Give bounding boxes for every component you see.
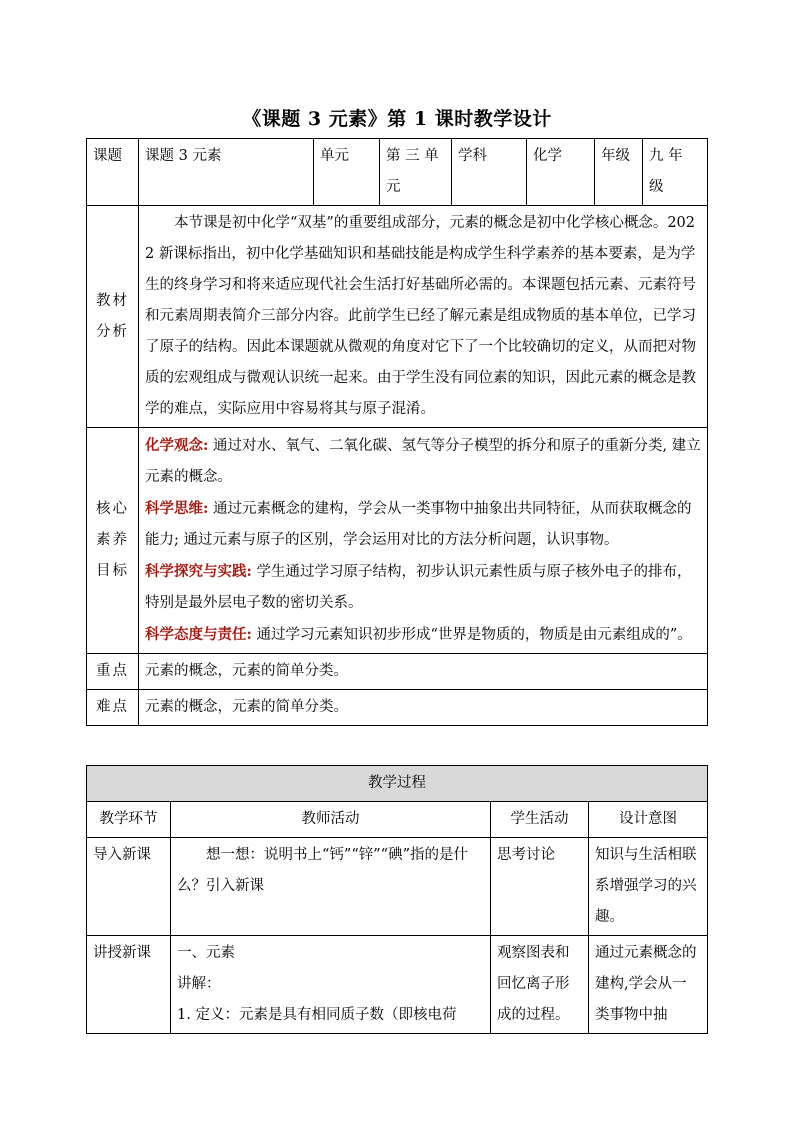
core-literacy-row bbox=[87, 428, 708, 654]
textbook-analysis-text: 本节课是初中化学“双基”的重要组成部分，元素的概念是初中化学核心概念。2022 新课标指出，初中化学基础知识和基础技能是构成学生科学素养的基本要素，是为学生的终身学习和将来适应现代社会生活打好基础所必需的。本课题包括元素、元素符号和元素周期表简介三部分内容。此前学生已经了解元素是组成物质的基本单位，已学习了原子的结构。因此本课题就从微观的角度对它下了一个比较确切的定义，从而把对物质的宏观组成与微观认识统一起来。由于学生没有同位素的知识，因此元素的概念是教学的难点，实际应用中容易将其与原子混淆。 bbox=[139, 206, 708, 428]
difficult-point-label: 难点 bbox=[87, 690, 139, 726]
stage-cell: 导入新课 bbox=[87, 838, 171, 936]
literacy-item bbox=[145, 619, 701, 651]
student-activity-cell: 观察图表和回忆离子形成的过程。 bbox=[491, 936, 589, 1034]
key-point-label: 重点 bbox=[87, 654, 139, 690]
process-heading: 教学过程 bbox=[87, 766, 708, 802]
header-intent: 设计意图 bbox=[589, 802, 708, 838]
literacy-key: 科学态度与责任: bbox=[145, 626, 252, 643]
teacher-activity-cell: 想一想：说明书上“钙”“锌”“碘”指的是什么？引入新课 bbox=[171, 838, 491, 936]
teacher-line: 一、元素 bbox=[177, 945, 235, 961]
process-header-row bbox=[87, 802, 708, 838]
literacy-item bbox=[145, 493, 701, 556]
literacy-key: 科学探究与实践: bbox=[145, 563, 252, 580]
literacy-key: 科学思维: bbox=[145, 500, 209, 517]
literacy-text: 通过对水、氧气、二氧化碳、氢气等分子模型的拆分和原子的重新分类, 建立元素的概念。 bbox=[145, 438, 701, 485]
literacy-text: 通过元素概念的建构，学会从一类事物中抽象出共同特征，从而获取概念的能力; 通过元素与原子的区别，学会运用对比的方法分析问题，认识事物。 bbox=[145, 501, 692, 548]
info-row bbox=[87, 139, 708, 206]
key-point-text: 元素的概念，元素的简单分类。 bbox=[139, 654, 708, 690]
difficult-point-text: 元素的概念，元素的简单分类。 bbox=[139, 690, 708, 726]
key-point-row bbox=[87, 654, 708, 690]
unit-label: 单元 bbox=[314, 139, 380, 206]
design-intent-cell: 知识与生活相联系增强学习的兴趣。 bbox=[589, 838, 708, 936]
header-stage: 教学环节 bbox=[87, 802, 171, 838]
subject-value: 化学 bbox=[527, 139, 595, 206]
literacy-item bbox=[145, 430, 701, 493]
literacy-text: 通过学习元素知识初步形成“世界是物质的，物质是由元素组成的”。 bbox=[251, 627, 692, 643]
topic-label: 课题 bbox=[87, 139, 139, 206]
process-row bbox=[87, 838, 708, 936]
header-teacher: 教师活动 bbox=[171, 802, 491, 838]
grade-label: 年级 bbox=[595, 139, 643, 206]
teacher-activity-cell bbox=[171, 936, 491, 1034]
literacy-item bbox=[145, 556, 701, 619]
literacy-key: 化学观念: bbox=[145, 437, 209, 454]
process-heading-row bbox=[87, 766, 708, 802]
teacher-line: 讲解： bbox=[177, 976, 221, 992]
stage-cell: 讲授新课 bbox=[87, 936, 171, 1034]
subject-label: 学科 bbox=[452, 139, 527, 206]
design-intent-cell: 通过元素概念的建构,学会从一类事物中抽 bbox=[589, 936, 708, 1034]
teacher-line: 1. 定义：元素是具有相同质子数（即核电荷 bbox=[177, 1007, 457, 1023]
grade-value: 九 年 级 bbox=[643, 139, 708, 206]
unit-value: 第 三 单 元 bbox=[380, 139, 452, 206]
student-activity-cell: 思考讨论 bbox=[491, 838, 589, 936]
core-literacy-label: 核心素养目标 bbox=[87, 428, 139, 654]
process-row bbox=[87, 936, 708, 1034]
teaching-process-table bbox=[86, 765, 708, 1034]
difficult-point-row bbox=[87, 690, 708, 726]
topic-value: 课题 3 元素 bbox=[139, 139, 314, 206]
core-literacy-content bbox=[139, 428, 708, 654]
textbook-analysis-row bbox=[87, 206, 708, 428]
literacy-text: 学生通过学习原子结构，初步认识元素性质与原子核外电子的排布，特别是最外层电子数的密切关系。 bbox=[145, 564, 692, 611]
page-title: 《课题 3 元素》第 1 课时教学设计 bbox=[242, 108, 552, 130]
header-student: 学生活动 bbox=[491, 802, 589, 838]
textbook-analysis-label: 教材分析 bbox=[87, 206, 139, 428]
lesson-info-table bbox=[86, 138, 708, 726]
